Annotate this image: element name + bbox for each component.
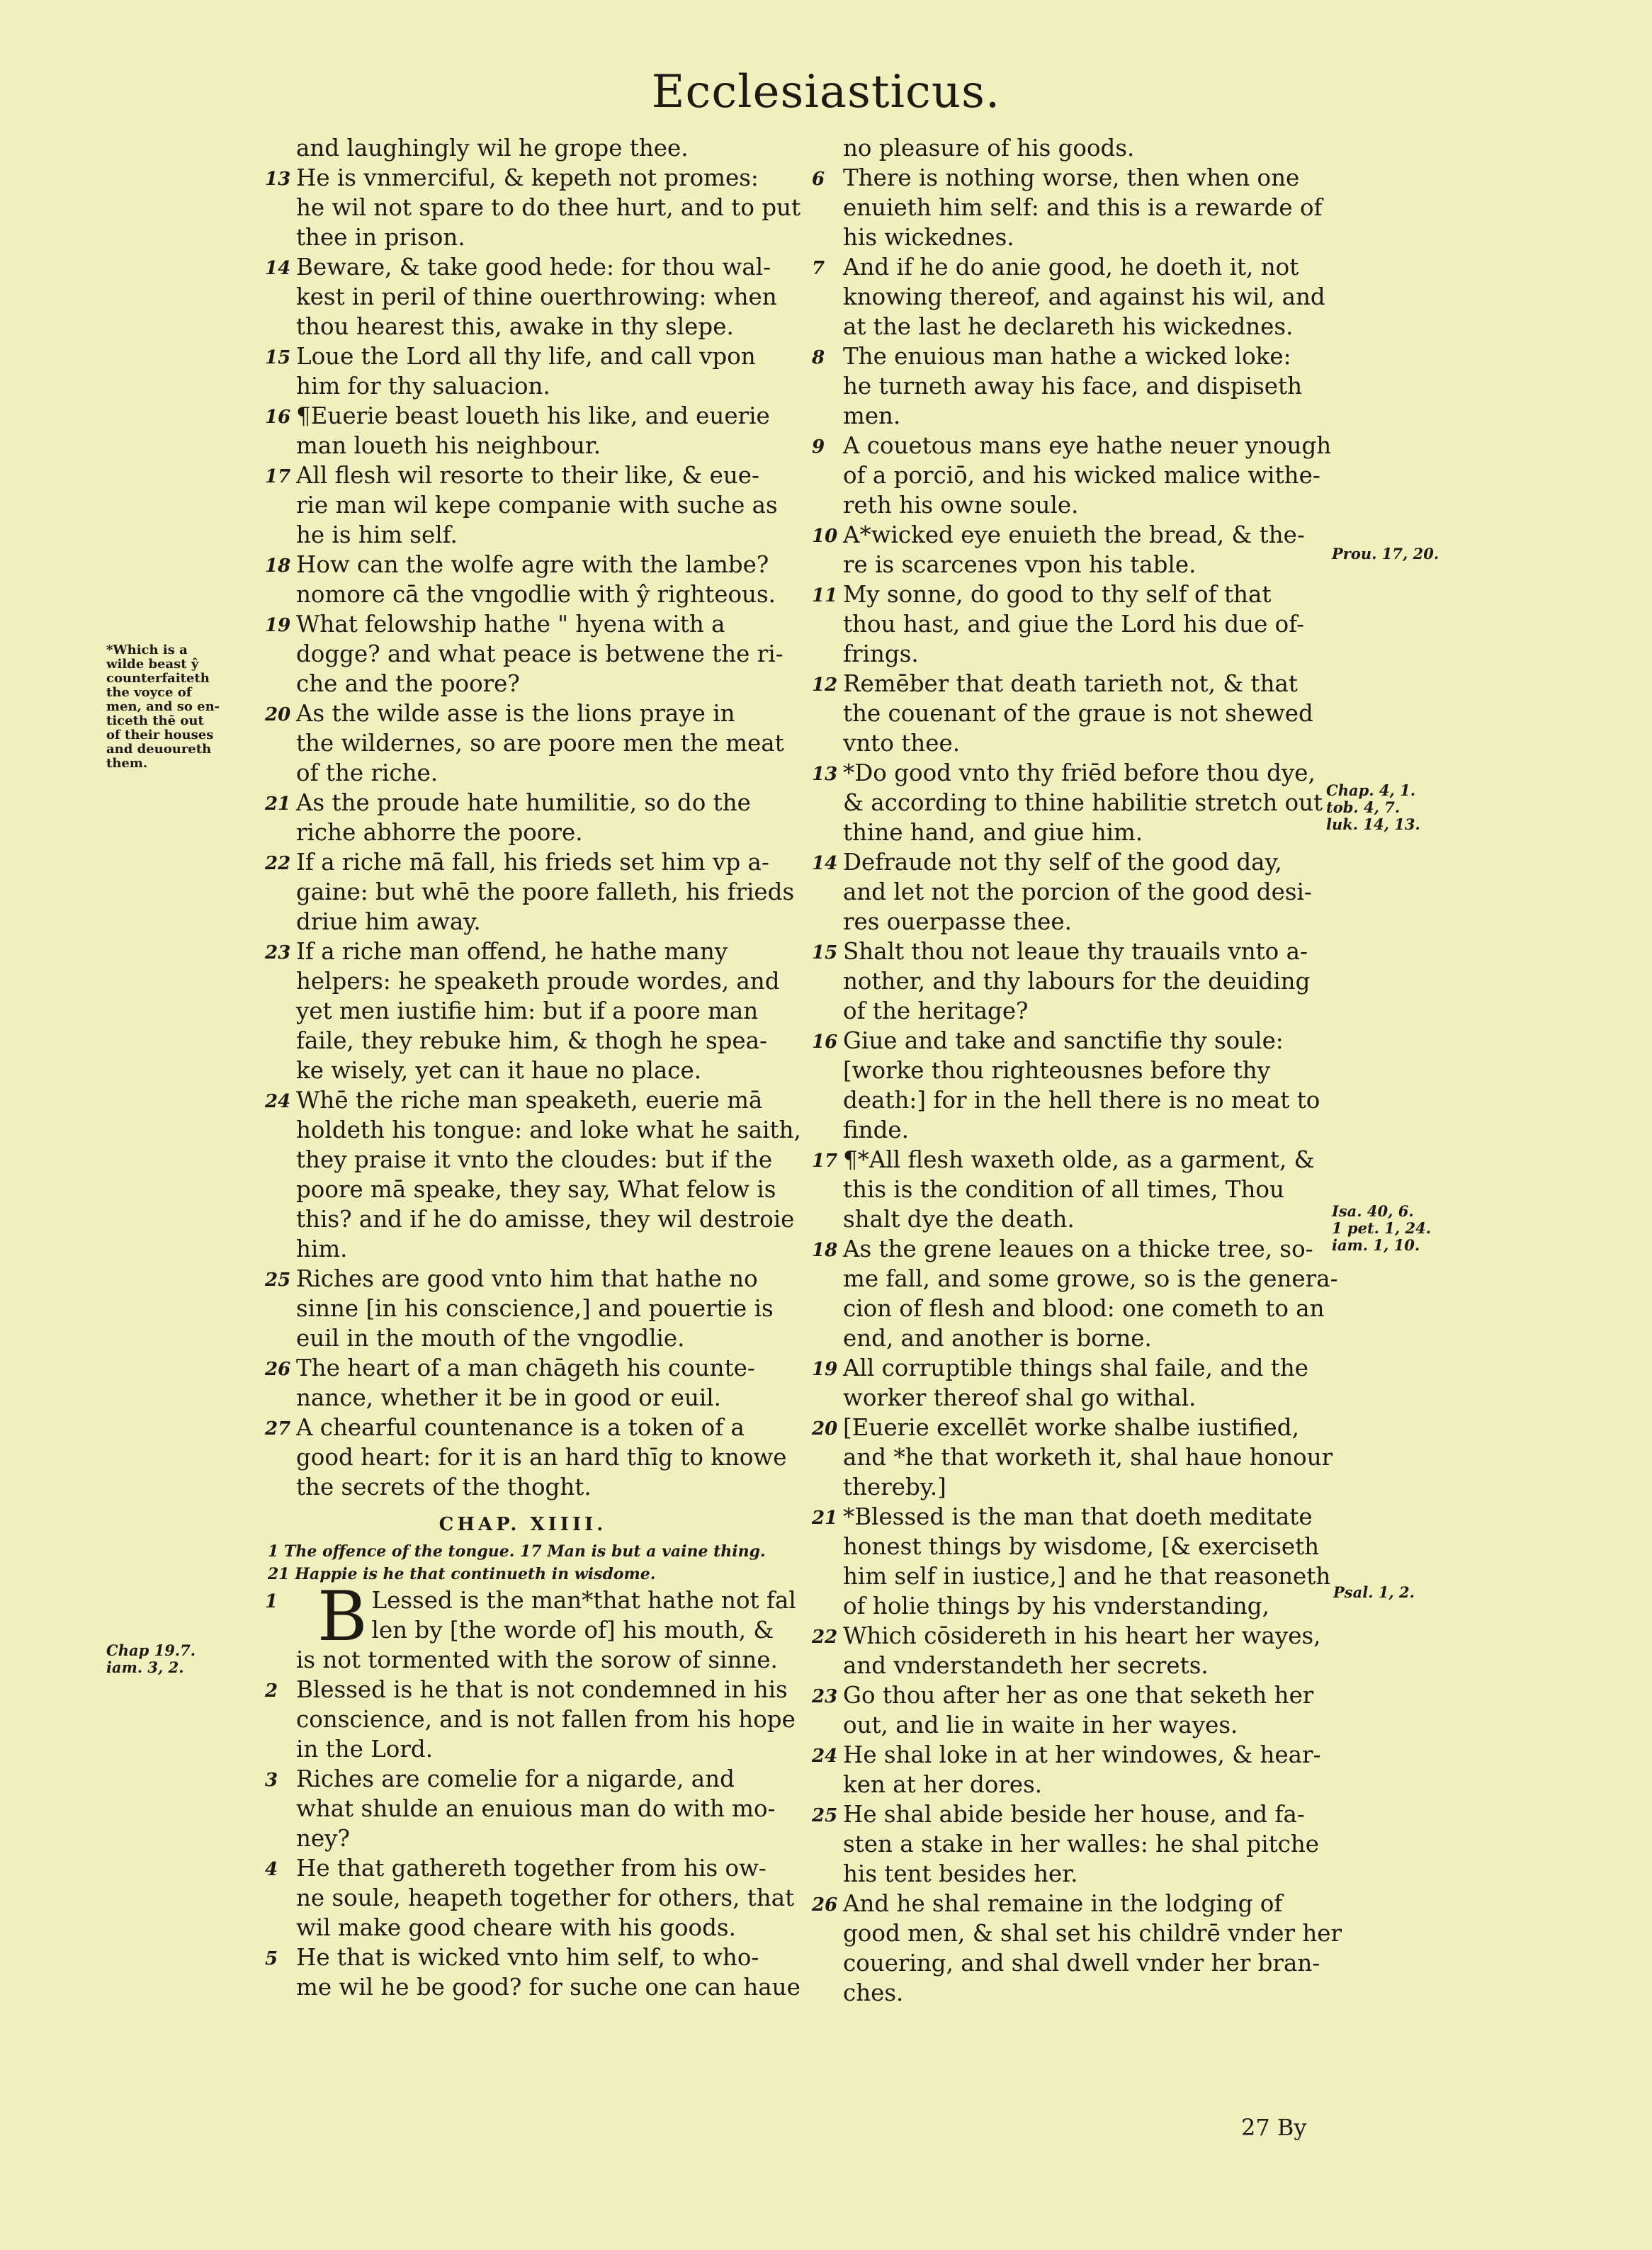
margin-note-line: wilde beast ŷ: [106, 657, 199, 672]
verse: [812, 520, 1325, 580]
verse-line: gaine: but whē the poore falleth, his frieds: [296, 878, 795, 905]
verse-line: thereby.]: [843, 1474, 946, 1500]
verse-line: me wil he be good? for suche one can haue: [296, 1974, 800, 2001]
verse: [265, 252, 778, 341]
verse-line: How can the wolfe agre with the lambe?: [296, 551, 769, 578]
verse-line: he is him self.: [296, 521, 458, 548]
margin-note-line: *Which is a: [106, 643, 188, 657]
margin-note-isa: [1332, 1203, 1431, 1254]
verse-line: He is vnmerciful, & kepeth not promes:: [296, 164, 759, 191]
verse: [265, 1577, 796, 1675]
verse: [265, 341, 778, 401]
verse-number: 17: [265, 466, 291, 487]
verse-number: 5: [265, 1948, 278, 1969]
verse-line: his wickednes.: [843, 224, 1014, 251]
chapter-summary: 21 Happie is he that continueth in wisdome.: [268, 1565, 656, 1583]
verse-line: Riches are comelie for a nigarde, and: [296, 1765, 735, 1792]
verse-line: and vnderstandeth her secrets.: [843, 1652, 1209, 1679]
margin-note-line: Isa. 40, 6.: [1332, 1202, 1414, 1220]
verse-line: *Do good vnto thy friēd before thou dye,: [843, 759, 1316, 786]
verse-line: sten a stake in her walles: he shal pitche: [843, 1831, 1320, 1858]
verse-line: As the wilde asse is the lions praye in: [296, 700, 735, 727]
verse-line: helpers: he speaketh proude wordes, and: [296, 968, 780, 995]
margin-note-line: ticeth thē out: [106, 713, 204, 728]
verse-line: Giue and take and sanctifie thy soule:: [843, 1027, 1284, 1054]
verse-line: thou hast, and giue the Lord his due of-: [843, 611, 1305, 638]
margin-note-line: men, and so en-: [106, 699, 220, 714]
verse-number: 2: [265, 1680, 278, 1702]
verse: [812, 1799, 1325, 1889]
verse-line: *Blessed is the man that doeth meditate: [843, 1503, 1313, 1530]
verse-line: cion of flesh and blood: one cometh to an: [843, 1295, 1325, 1322]
verse-line: If a riche man offend, he hathe many: [296, 938, 728, 965]
verse: [812, 847, 1325, 937]
verse-number: 18: [812, 1240, 838, 1261]
verse-line: Loue the Lord all thy life, and call vpon: [296, 343, 756, 370]
verse: [812, 1145, 1325, 1234]
verse-line: at the last he declareth his wickednes.: [843, 313, 1294, 340]
verse-line: of holie things by his vnderstanding,: [843, 1593, 1269, 1619]
verse-number: 6: [812, 169, 825, 190]
verse-line: of the riche.: [296, 759, 439, 786]
verse-number: 25: [265, 1270, 291, 1291]
verse-number: 13: [265, 169, 291, 190]
verse: [815, 133, 1325, 163]
verse: [812, 163, 1325, 252]
verse: [265, 401, 778, 460]
verse-line: Which cōsidereth in his heart her wayes,: [843, 1622, 1321, 1649]
verse: [265, 1413, 787, 1502]
verse-line: The heart of a man chāgeth his counte-: [296, 1355, 755, 1381]
verse: [812, 580, 1325, 669]
margin-note-line: Psal. 1, 2.: [1333, 1583, 1415, 1601]
verse: [812, 937, 1325, 1026]
verse-number: 3: [265, 1770, 278, 1791]
verse-line: sinne [in his conscience,] and pouertie is: [296, 1295, 774, 1322]
verse-number: 9: [812, 436, 825, 458]
margin-note-line: luk. 14, 13.: [1326, 815, 1420, 833]
verse-line: What felowship hathe " hyena with a: [296, 611, 725, 638]
verse: [265, 1943, 800, 2002]
verse-number: 23: [265, 942, 291, 963]
verse-line: this? and if he do amisse, they wil destroie: [296, 1206, 795, 1233]
margin-note-chap-19: [106, 1642, 196, 1676]
verse-line: he turneth away his face, and dispiseth: [843, 373, 1303, 400]
verse-line: poore mā speake, they say, What felow is: [296, 1176, 776, 1203]
verse-line: kest in peril of thine ouerthrowing: when: [296, 283, 777, 310]
verse-line: ne soule, heapeth together for others, that: [296, 1884, 795, 1911]
verse: [812, 669, 1325, 758]
verse-line: he wil not spare to do thee hurt, and to put: [296, 194, 801, 221]
verse-line: his tent besides her.: [843, 1860, 1078, 1887]
verse-number: 15: [265, 347, 291, 368]
verse-line: conscience, and is not fallen from his hope: [296, 1706, 796, 1733]
verse-line: He shal loke in at her windowes, & hear-: [843, 1741, 1321, 1768]
verse-line: & according to thine habilitie stretch out: [843, 789, 1323, 816]
verse-line: All flesh wil resorte to their like, & eue-: [296, 462, 760, 489]
verse-line: All corruptible things shal faile, and the: [843, 1355, 1308, 1381]
verse-number: 16: [812, 1031, 838, 1053]
verse-line: knowing thereof, and against his wil, and: [843, 283, 1325, 310]
verse: [265, 788, 778, 847]
verse: [812, 1413, 1333, 1502]
verse-line: good heart: for it is an hard thīg to knowe: [296, 1444, 787, 1471]
verse-line: of the heritage?: [843, 997, 1029, 1024]
verse: [812, 1502, 1331, 1621]
margin-note-line: counterfaiteth: [106, 671, 210, 686]
verse-line: the wildernes, so are poore men the meat: [296, 730, 784, 757]
verse-number: 1: [265, 1591, 278, 1612]
verse-line: what shulde an enuious man do with mo-: [296, 1795, 776, 1822]
verse-line: And if he do anie good, he doeth it, not: [843, 254, 1299, 281]
verse-line: He that is wicked vnto him self, to who-: [296, 1944, 759, 1971]
verse: [265, 847, 795, 937]
verse-line: in the Lord.: [296, 1736, 434, 1763]
verse-line: no pleasure of his goods.: [843, 135, 1135, 162]
verse-line: As the proude hate humilitie, so do the: [296, 789, 751, 816]
verse-line: nother, and thy labours for the deuiding: [843, 968, 1311, 995]
verse-line: wil make good cheare with his goods.: [296, 1914, 736, 1941]
verse-number: 4: [265, 1859, 278, 1880]
verse: [265, 1085, 801, 1264]
verse-line: re is scarcenes vpon his table.: [843, 551, 1196, 578]
verse-line: Defraude not thy self of the good day,: [843, 849, 1282, 876]
verse-line: Lessed is the man*that hathe not fal: [371, 1587, 796, 1614]
verse: [265, 163, 801, 252]
verse: [265, 609, 783, 699]
verse: [812, 1889, 1342, 2008]
verse-line: euil in the mouth of the vngodlie.: [296, 1325, 685, 1352]
verse-line: The enuious man hathe a wicked loke:: [843, 343, 1291, 370]
left-column: [265, 133, 801, 2002]
verse-line: finde.: [843, 1116, 909, 1143]
verse: [812, 1740, 1325, 1799]
verse-line: of a porciō, and his wicked malice withe-: [843, 462, 1320, 489]
verse-line: enuieth him self: and this is a rewarde of: [843, 194, 1323, 221]
verse-number: 12: [812, 674, 838, 696]
verse-line: they praise it vnto the cloudes: but if the: [296, 1146, 773, 1173]
verse: [265, 1764, 778, 1853]
margin-note-line: Chap. 4, 1.: [1326, 781, 1416, 799]
verse-number: 10: [812, 526, 838, 547]
verse: [812, 758, 1325, 847]
verse-line: him.: [296, 1236, 348, 1262]
margin-note-line: of their houses: [106, 728, 214, 742]
verse: [268, 133, 778, 163]
margin-note-line: Prou. 17, 20.: [1332, 545, 1439, 562]
verse-number: 27: [265, 1418, 291, 1440]
verse-line: vnto thee.: [843, 730, 961, 757]
drop-cap: B: [317, 1577, 368, 1656]
verse-line: the secrets of the thoght.: [296, 1474, 592, 1500]
verse-line: Whē the riche man speaketh, euerie mā: [296, 1087, 763, 1114]
verse-line: me fall, and some growe, so is the genera-: [843, 1265, 1338, 1292]
verse-line: this is the condition of all times, Thou: [843, 1176, 1284, 1203]
verse: [812, 341, 1325, 431]
verse: [812, 252, 1325, 341]
verse: [812, 1026, 1325, 1145]
verse-line: rie man wil kepe companie with suche as: [296, 492, 778, 519]
verse-number: 26: [265, 1359, 291, 1380]
verse-line: man loueth his neighbour.: [296, 432, 601, 459]
verse-line: Remēber that death tarieth not, & that: [843, 670, 1298, 697]
verse-line: thine hand, and giue him.: [843, 819, 1143, 846]
verse-line: Shalt thou not leaue thy trauails vnto a-: [843, 938, 1308, 965]
verse-line: him for thy saluacion.: [296, 373, 550, 400]
verse-line: driue him away.: [296, 908, 481, 935]
verse-line: ke wisely, yet can it haue no place.: [296, 1057, 702, 1084]
margin-note-line: tob. 4, 7.: [1326, 798, 1401, 816]
verse-line: Beware, & take good hede: for thou wal-: [296, 254, 771, 281]
verse-line: A chearful countenance is a token of a: [296, 1414, 745, 1441]
verse-line: out, and lie in waite in her wayes.: [843, 1712, 1238, 1739]
verse-line: and *he that worketh it, shal haue honour: [843, 1444, 1333, 1471]
margin-note-line: 1 pet. 1, 24.: [1332, 1219, 1432, 1237]
verse: [812, 1353, 1325, 1413]
verse-line: ches.: [843, 1979, 904, 2006]
verse-line: honest things by wisdome, [& exerciseth: [843, 1533, 1320, 1560]
verse-line: nomore cā the vngodlie with ŷ righteous.: [296, 581, 776, 608]
verse-line: frings.: [843, 640, 919, 667]
verse-line: thou hearest this, awake in thy slepe.: [296, 313, 734, 340]
verse-number: 22: [812, 1627, 838, 1648]
verse-line: And he shal remaine in the lodging of: [843, 1890, 1283, 1917]
verse-number: 18: [265, 555, 291, 577]
verse-line: There is nothing worse, then when one: [843, 164, 1300, 191]
verse-line: end, and another is borne.: [843, 1325, 1152, 1352]
verse: [265, 937, 780, 1085]
verse-line: nance, whether it be in good or euil.: [296, 1384, 722, 1411]
verse-line: A*wicked eye enuieth the bread, & the-: [843, 521, 1305, 548]
verse-number: 13: [812, 764, 838, 785]
verse: [265, 460, 778, 550]
verse-line: him self in iustice,] and he that reasoneth: [843, 1563, 1331, 1590]
running-title: Ecclesiasticus.: [651, 66, 1001, 118]
verse-line: faile, they rebuke him, & thogh he spea-: [296, 1027, 768, 1054]
verse-line: [worke thou righteousnes before thy: [843, 1057, 1271, 1084]
verse-line: worker thereof shal go withal.: [843, 1384, 1196, 1411]
verse-line: holdeth his tongue: and loke what he saith,: [296, 1116, 801, 1143]
margin-note-chap-4: [1326, 782, 1420, 833]
right-column: [812, 133, 1342, 2008]
chapter-summary: 1 The offence of the tongue. 17 Man is but a vaine thing.: [268, 1542, 766, 1561]
margin-note-line: and deuoureth: [106, 742, 212, 757]
verse-number: 14: [812, 853, 838, 874]
margin-note-hyena: [106, 643, 220, 771]
verse-line: As the grene leaues on a thicke tree, so-: [843, 1236, 1313, 1262]
verse-line: thee in prison.: [296, 224, 465, 251]
verse-line: len by [the worde of] his mouth, &: [371, 1617, 774, 1644]
verse-number: 7: [812, 258, 825, 279]
verse-number: 17: [812, 1151, 838, 1172]
verse-line: res ouerpasse thee.: [843, 908, 1072, 935]
verse-number: 20: [265, 704, 291, 725]
verse-number: 11: [812, 585, 838, 606]
verse-line: couering, and shal dwell vnder her bran-: [843, 1950, 1320, 1977]
verse-line: My sonne, do good to thy self of that: [843, 581, 1272, 608]
verse-line: If a riche mā fall, his frieds set him vp a-: [296, 849, 769, 876]
verse-number: 15: [812, 942, 838, 963]
verse-line: good men, & shal set his childrē vnder her: [843, 1920, 1342, 1947]
verse-line: men.: [843, 402, 901, 429]
verse-line: death:] for in the hell there is no meat to: [843, 1087, 1320, 1114]
margin-note-line: them.: [106, 756, 148, 771]
verse: [812, 1234, 1338, 1353]
verse-number: 16: [265, 407, 291, 428]
verse: [265, 550, 778, 609]
verse-line: and let not the porcion of the good desi-: [843, 878, 1312, 905]
verse-line: riche abhorre the poore.: [296, 819, 583, 846]
verse-number: 24: [812, 1746, 838, 1767]
verse-number: 25: [812, 1805, 838, 1826]
margin-note-line: iam. 1, 10.: [1332, 1236, 1420, 1254]
verse: [265, 1675, 796, 1764]
margin-note-line: iam. 3, 2.: [106, 1658, 184, 1676]
verse: [812, 1680, 1325, 1740]
verse-line: ¶*All flesh waxeth olde, as a garment, &: [843, 1146, 1315, 1173]
verse-line: ¶Euerie beast loueth his like, and euerie: [296, 402, 770, 429]
catchword: 27 By: [1241, 2114, 1307, 2141]
margin-note-psal: [1333, 1584, 1415, 1601]
verse-line: A couetous mans eye hathe neuer ynough: [843, 432, 1332, 459]
verse-line: ken at her dores.: [843, 1771, 1043, 1798]
verse: [265, 1264, 778, 1353]
margin-note-line: the voyce of: [106, 685, 192, 700]
verse: [265, 699, 784, 788]
verse-number: 22: [265, 853, 291, 874]
verse-line: shalt dye the death.: [843, 1206, 1075, 1233]
verse-number: 24: [265, 1091, 291, 1112]
verse: [812, 1621, 1325, 1680]
verse-line: reth his owne soule.: [843, 492, 1079, 519]
verse: [265, 1353, 778, 1413]
verse-number: 21: [265, 793, 291, 815]
margin-note-prou: [1332, 545, 1439, 562]
verse: [265, 1853, 795, 1943]
verse-line: He that gathereth together from his ow-: [296, 1855, 766, 1882]
verse-number: 19: [265, 615, 291, 636]
verse-line: [Euerie excellēt worke shalbe iustified,: [843, 1414, 1299, 1441]
verse-number: 20: [812, 1418, 838, 1440]
verse-number: 19: [812, 1359, 838, 1380]
verse-line: yet men iustifie him: but if a poore man: [296, 997, 759, 1024]
verse-number: 14: [265, 258, 291, 279]
verse-line: Go thou after her as one that seketh her: [843, 1682, 1314, 1709]
verse-number: 26: [812, 1894, 838, 1916]
verse-line: the couenant of the graue is not shewed: [843, 700, 1313, 727]
verse-number: 8: [812, 347, 825, 368]
verse-line: is not tormented with the sorow of sinne.: [296, 1646, 778, 1673]
verse-line: Blessed is he that is not condemned in his: [296, 1676, 788, 1703]
margin-note-line: Chap 19.7.: [106, 1641, 196, 1659]
verse: [812, 431, 1332, 520]
verse-line: Riches are good vnto him that hathe no: [296, 1265, 758, 1292]
verse-line: dogge? and what peace is betwene the ri-: [296, 640, 783, 667]
verse-line: and laughingly wil he grope thee.: [296, 135, 689, 162]
verse-line: ney?: [296, 1825, 350, 1852]
verse-number: 21: [812, 1508, 838, 1529]
verse-number: 23: [812, 1686, 838, 1707]
verse-line: He shal abide beside her house, and fa-: [843, 1801, 1305, 1828]
verse-line: che and the poore?: [296, 670, 520, 697]
chapter-heading: CHAP. XIIII.: [439, 1514, 607, 1535]
